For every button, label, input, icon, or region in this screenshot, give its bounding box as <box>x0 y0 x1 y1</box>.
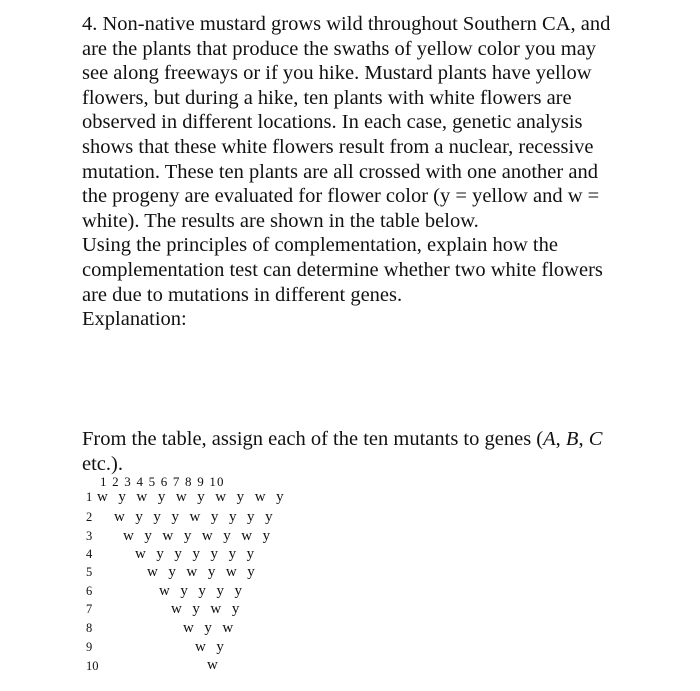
question-line: observed in different locations. In each case, genetic analysis <box>82 111 583 134</box>
table-header: 1 2 3 4 5 6 7 8 9 10 <box>100 474 225 489</box>
row-cells: w y y y w y y y y <box>114 509 276 525</box>
question-line: the progeny are evaluated for flower color (y = yellow and w = <box>82 185 600 208</box>
question-line: Using the principles of complementation, explain how the <box>82 234 558 257</box>
row-number: 5 <box>86 565 93 579</box>
question-line: are the plants that produce the swaths of yellow color you may <box>82 37 597 60</box>
row-cells: w y w y w y <box>147 564 259 580</box>
row-cells: w y w y <box>171 601 243 617</box>
row-number: 10 <box>86 659 99 673</box>
explanation-label: Explanation: <box>82 308 187 331</box>
question-line: white). The results are shown in the table below. <box>82 209 479 232</box>
row-cells: w y w y w y w y <box>123 528 274 544</box>
row-cells: w y w y w y w y w y <box>97 489 288 505</box>
question-line: see along freeways or if you hike. Mustard plants have yellow <box>82 62 592 85</box>
subquestion-line: From the table, assign each of the ten mutants to genes (A, B, C <box>82 428 603 450</box>
question-line: are due to mutations in different genes. <box>82 283 403 306</box>
subquestion-text <box>82 427 622 476</box>
gene-a: A <box>543 428 556 450</box>
question-text <box>82 12 622 332</box>
question-line: flowers, but during a hike, ten plants with white flowers are <box>82 86 572 109</box>
row-cells: w y y y y y y <box>135 546 258 562</box>
subquestion-prefix: From the table, assign each of the ten mutants to genes ( <box>82 428 544 450</box>
question-line: mutation. These ten plants are all crossed with one another and <box>82 160 598 183</box>
row-number: 8 <box>86 621 93 635</box>
row-number: 2 <box>86 510 93 524</box>
row-number: 9 <box>86 640 93 654</box>
question-line: complementation test can determine whether two white flowers <box>82 258 603 281</box>
question-line: 4. Non-native mustard grows wild throughout Southern CA, and <box>82 13 611 35</box>
row-cells: w y y y y <box>159 583 246 599</box>
row-number: 3 <box>86 529 93 543</box>
gene-c: C <box>588 428 603 450</box>
row-number: 7 <box>86 602 93 616</box>
row-cells: w <box>207 657 222 673</box>
row-cells: w y <box>195 639 228 655</box>
gene-b: B <box>565 428 579 450</box>
subquestion-line: etc.). <box>82 452 123 475</box>
row-number: 4 <box>86 547 93 561</box>
row-number: 1 <box>86 490 93 504</box>
row-number: 6 <box>86 584 93 598</box>
question-line: shows that these white flowers result from a nuclear, recessive <box>82 135 594 158</box>
row-cells: w y w <box>183 620 237 636</box>
